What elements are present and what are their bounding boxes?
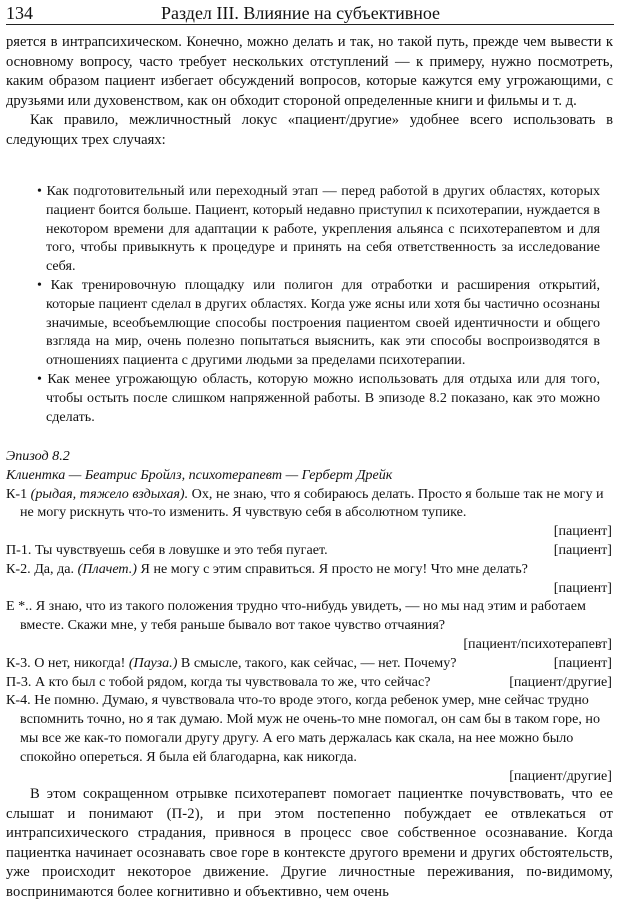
bullet-list <box>32 182 600 426</box>
utterance-text: Ох, не знаю, что я собираюсь делать. Просто я больше так не могу и не могу рискнуть что-то изменить. Я чувствую себя в абсолютном тупике. <box>20 485 604 521</box>
context-tag: [пациент] <box>553 523 612 540</box>
page-number: 134 <box>6 3 33 23</box>
closing-paragraph: В этом сокращенном отрывке психотерапевт помогает пациентке почувствовать, что ее слышат и понимают (П-2), и при этом постепенно побуждает ее отвлекаться от интрапсихического страдания, привнося в процесс свое собственное осознавание. Когда пациентка начинает осознавать свое горе в контексте другого времени и других обстоятельств, уже происходит некоторое движение. Другие личностные переживания, по-видимому, воспринимаются более когнитивно и объективно, чем очень <box>6 786 613 900</box>
stage-direction: (Пауза.) <box>128 654 178 671</box>
bullet-item: • Как менее угрожающую область, которую можно использовать для отдыха или для того, чтобы остыть после слишком напряженной работы. В эпизоде 8.2 показано, как это можно сделать. <box>37 370 600 425</box>
utterance-text: К-4. Не помню. Думаю, я чувствовала что-то вроде этого, когда ребенок умер, мне сейчас трудно вспомнить точно, но я так думаю. Мой муж не очень-то мне помогал, он сам бы в таком горе, но мы все же как-то помогали другу другу. А его мать держалась как скала, на нее можно было спокойно опереться. Я была ей благодарна, как никогда. <box>6 692 600 765</box>
transcript-entry-k1 <box>6 485 612 541</box>
speaker-label: К-3. О нет, никогда! <box>6 654 129 671</box>
transcript-entry-k3 <box>6 654 612 673</box>
utterance-text: П-1. Ты чувствуешь себя в ловушке и это тебя пугает. <box>6 541 328 558</box>
bullet-item: • Как тренировочную площадку или полигон для отработки и расширения открытий, которые пациент сделал в других областях. Когда уже ясны или хотя бы частично осознаны значимые, всеобъемлющие способы построения пациентом своей идентичности и общего взгляда на мир, очень полезно попытаться выяснить, как эти способы воспроизводятся в отношениях пациента с другими людьми за пределами психотерапии. <box>37 276 600 369</box>
speaker-label: К-2. Да, да. <box>6 560 78 577</box>
transcript-entry-p1 <box>6 541 612 560</box>
episode-transcript <box>6 447 612 785</box>
episode-cast: Клиентка — Беатрис Бройлз, психотерапевт — Герберт Дрейк <box>6 466 393 483</box>
context-tag: [пациент/другие] <box>509 673 612 690</box>
utterance-text: Е *.. Я знаю, что из такого положения трудно что-нибудь увидеть, — но мы над этим и работаем вместе. Скажи мне, у тебя раньше бывало вот такое чувство отчаяния? <box>6 598 586 634</box>
stage-direction: (Плачет.) <box>77 560 137 577</box>
context-tag: [пациент] <box>553 654 612 671</box>
utterance-text: В смысле, такого, как сейчас, — нет. Почему? <box>177 654 457 671</box>
intro-text <box>6 33 613 151</box>
page-header <box>6 2 614 25</box>
context-tag: [пациент] <box>553 541 612 558</box>
speaker-label: К-1 <box>6 485 31 502</box>
transcript-entry-p3 <box>6 673 612 692</box>
stage-direction: (рыдая, тяжело вздыхая). <box>30 485 189 502</box>
transcript-entry-e <box>6 597 612 653</box>
transcript-entry-k2 <box>6 560 612 598</box>
bullet-item: • Как подготовительный или переходный этап — перед работой в других областях, которых пациент боится больше. Пациент, который недавно приступил к психотерапии, нуждается в некотором времени для адаптации к работе, укрепления альянса с психотерапевтом и для того, чтобы привыкнуть к процедуре и принять на себя ответственность за исследование себя. <box>37 183 600 275</box>
intro-paragraph-2: Как правило, межличностный локус «пациент/другие» удобнее всего использовать в следующих трех случаях: <box>6 112 613 148</box>
context-tag: [пациент/психотерапевт] <box>463 635 612 652</box>
context-tag: [пациент] <box>553 579 612 596</box>
intro-paragraph-1: ряется в интрапсихическом. Конечно, можно делать и так, но такой путь, прежде чем вывести к основному вопросу, часто требует нескольких отступлений — к примеру, нужно посмотреть, каким образом пациент избегает обсуждений вопросов, которые кажутся ему угрожающими, с друзьями или духовенством, как он обходит стороной определенные книги и фильмы и т. д. <box>6 34 613 109</box>
utterance-text: Я не могу с этим справиться. Я просто не могу! Что мне делать? <box>137 560 528 577</box>
episode-title: Эпизод 8.2 <box>6 448 70 464</box>
running-title: Раздел III. Влияние на субъективное <box>161 3 441 23</box>
transcript-entry-k4 <box>6 691 612 785</box>
context-tag: [пациент/другие] <box>509 767 612 784</box>
utterance-text: П-3. А кто был с тобой рядом, когда ты чувствовала то же, что сейчас? <box>6 673 431 690</box>
